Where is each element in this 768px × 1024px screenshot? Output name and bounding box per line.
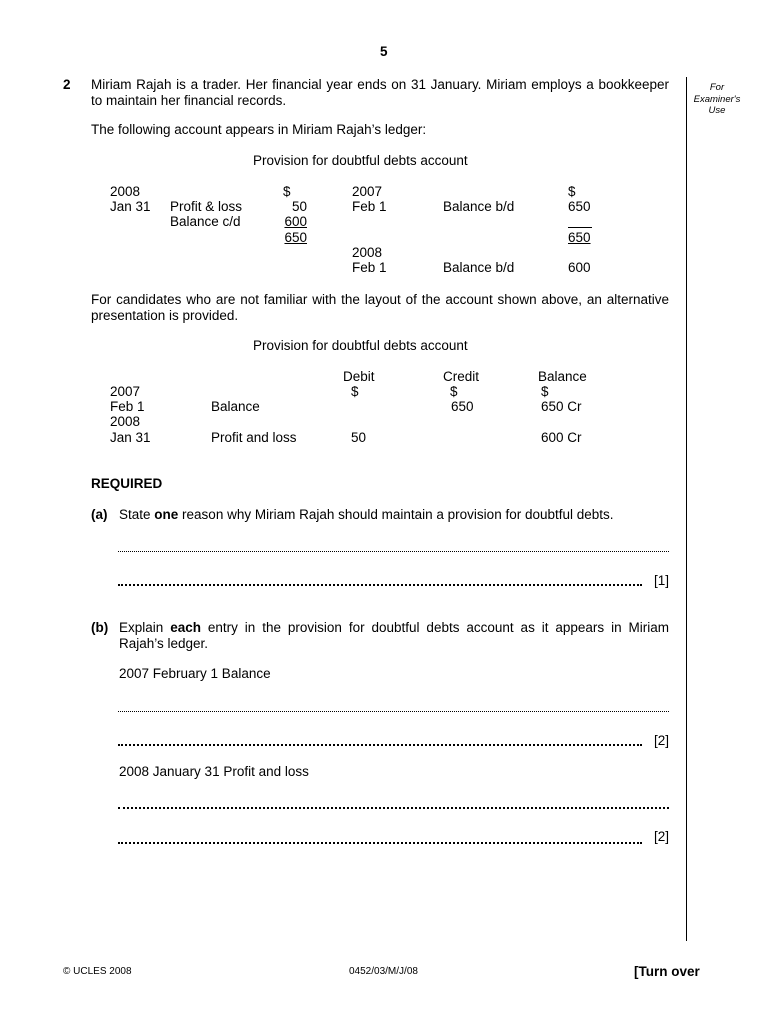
alternative-presentation-text: For candidates who are not familiar with the layout of the account shown above, an alternative presentation is provided. bbox=[91, 292, 669, 323]
t-left-date: Jan 31 bbox=[110, 199, 151, 214]
row2-date: Jan 31 bbox=[110, 430, 151, 445]
t-left-year: 2008 bbox=[110, 184, 141, 199]
currency-balance: $ bbox=[541, 384, 549, 399]
required-heading: REQUIRED bbox=[91, 476, 163, 491]
t-right-amount-2: 600 bbox=[568, 260, 591, 275]
t-right-year-1: 2007 bbox=[352, 184, 383, 199]
t-right-amount-1: 650 bbox=[568, 199, 591, 214]
examiner-note-line2: Examiner's bbox=[693, 93, 741, 105]
part-a-text-after: reason why Miriam Rajah should maintain a provision for doubtful debts. bbox=[178, 507, 614, 522]
part-a-answer-line-1[interactable] bbox=[118, 551, 669, 552]
currency-debit: $ bbox=[351, 384, 359, 399]
t-right-year-2: 2008 bbox=[352, 245, 383, 260]
row1-credit: 650 bbox=[451, 399, 474, 414]
footer-paper-code: 0452/03/M/J/08 bbox=[349, 966, 418, 977]
row2-desc: Profit and loss bbox=[211, 430, 297, 445]
t-left-desc-2: Balance c/d bbox=[170, 214, 241, 229]
t-right-total-overline bbox=[568, 227, 592, 228]
t-right-desc-2: Balance b/d bbox=[443, 260, 515, 275]
question-intro: Miriam Rajah is a trader. Her financial year ends on 31 January. Miriam employs a bookkeeper to maintain her financial records. bbox=[91, 77, 669, 108]
part-b-sub2-answer-line-2[interactable] bbox=[118, 842, 642, 844]
header-credit: Credit bbox=[443, 369, 480, 384]
t-left-currency: $ bbox=[283, 184, 291, 199]
header-debit: Debit bbox=[343, 369, 375, 384]
running-account-title: Provision for doubtful debts account bbox=[253, 338, 468, 353]
part-b-sub1-label: 2007 February 1 Balance bbox=[119, 666, 271, 681]
examiner-note-line1: For bbox=[709, 82, 725, 93]
t-account-title: Provision for doubtful debts account bbox=[253, 153, 468, 168]
row1-year: 2007 bbox=[110, 384, 141, 399]
part-b-label: (b) bbox=[91, 620, 109, 635]
question-lead: The following account appears in Miriam Rajah’s ledger: bbox=[91, 122, 427, 137]
part-b-sub2-marks: [2] bbox=[654, 829, 670, 844]
footer-turn-over: [Turn over bbox=[634, 964, 700, 979]
currency-credit: $ bbox=[450, 384, 458, 399]
t-right-desc-1: Balance b/d bbox=[443, 199, 515, 214]
footer-copyright: © UCLES 2008 bbox=[63, 966, 132, 977]
part-b-sub1-answer-line-1[interactable] bbox=[118, 711, 669, 712]
t-left-amount-2: 600 bbox=[284, 214, 307, 229]
part-b-question bbox=[119, 620, 669, 651]
t-right-total: 650 bbox=[568, 230, 591, 245]
header-balance: Balance bbox=[538, 369, 587, 384]
t-left-desc-1: Profit & loss bbox=[170, 199, 243, 214]
part-b-text-bold: each bbox=[170, 620, 201, 635]
row1-date: Feb 1 bbox=[110, 399, 145, 414]
row2-year: 2008 bbox=[110, 414, 141, 429]
examiner-note-line3: Use bbox=[708, 105, 726, 116]
part-a-marks: [1] bbox=[654, 573, 670, 588]
t-left-amount-1: 50 bbox=[291, 199, 307, 214]
part-b-sub2-answer-line-1[interactable] bbox=[118, 807, 669, 809]
row2-debit: 50 bbox=[351, 430, 367, 445]
part-a-text-before: State bbox=[119, 507, 155, 522]
row1-balance: 650 Cr bbox=[541, 399, 582, 414]
t-right-date-2: Feb 1 bbox=[352, 260, 387, 275]
t-right-currency: $ bbox=[568, 184, 576, 199]
part-b-sub1-answer-line-2[interactable] bbox=[118, 744, 642, 746]
part-b-text-before: Explain bbox=[119, 620, 171, 635]
part-a-question bbox=[119, 507, 669, 523]
question-number: 2 bbox=[63, 77, 71, 92]
row1-desc: Balance bbox=[211, 399, 260, 414]
examiner-margin-rule bbox=[686, 77, 687, 941]
t-right-date-1: Feb 1 bbox=[352, 199, 387, 214]
t-left-total: 650 bbox=[284, 230, 307, 245]
part-a-text-bold: one bbox=[154, 507, 179, 522]
part-a-label: (a) bbox=[91, 507, 108, 522]
part-b-sub1-marks: [2] bbox=[654, 733, 670, 748]
examiner-use-note bbox=[686, 82, 748, 117]
page-number: 5 bbox=[380, 44, 388, 59]
part-b-text-after: entry in the provision for doubtful debts account as it appears in Miriam Rajah’s ledger. bbox=[119, 620, 669, 651]
row2-balance: 600 Cr bbox=[541, 430, 582, 445]
part-b-sub2-label: 2008 January 31 Profit and loss bbox=[119, 764, 309, 779]
part-a-answer-line-2[interactable] bbox=[118, 584, 642, 586]
